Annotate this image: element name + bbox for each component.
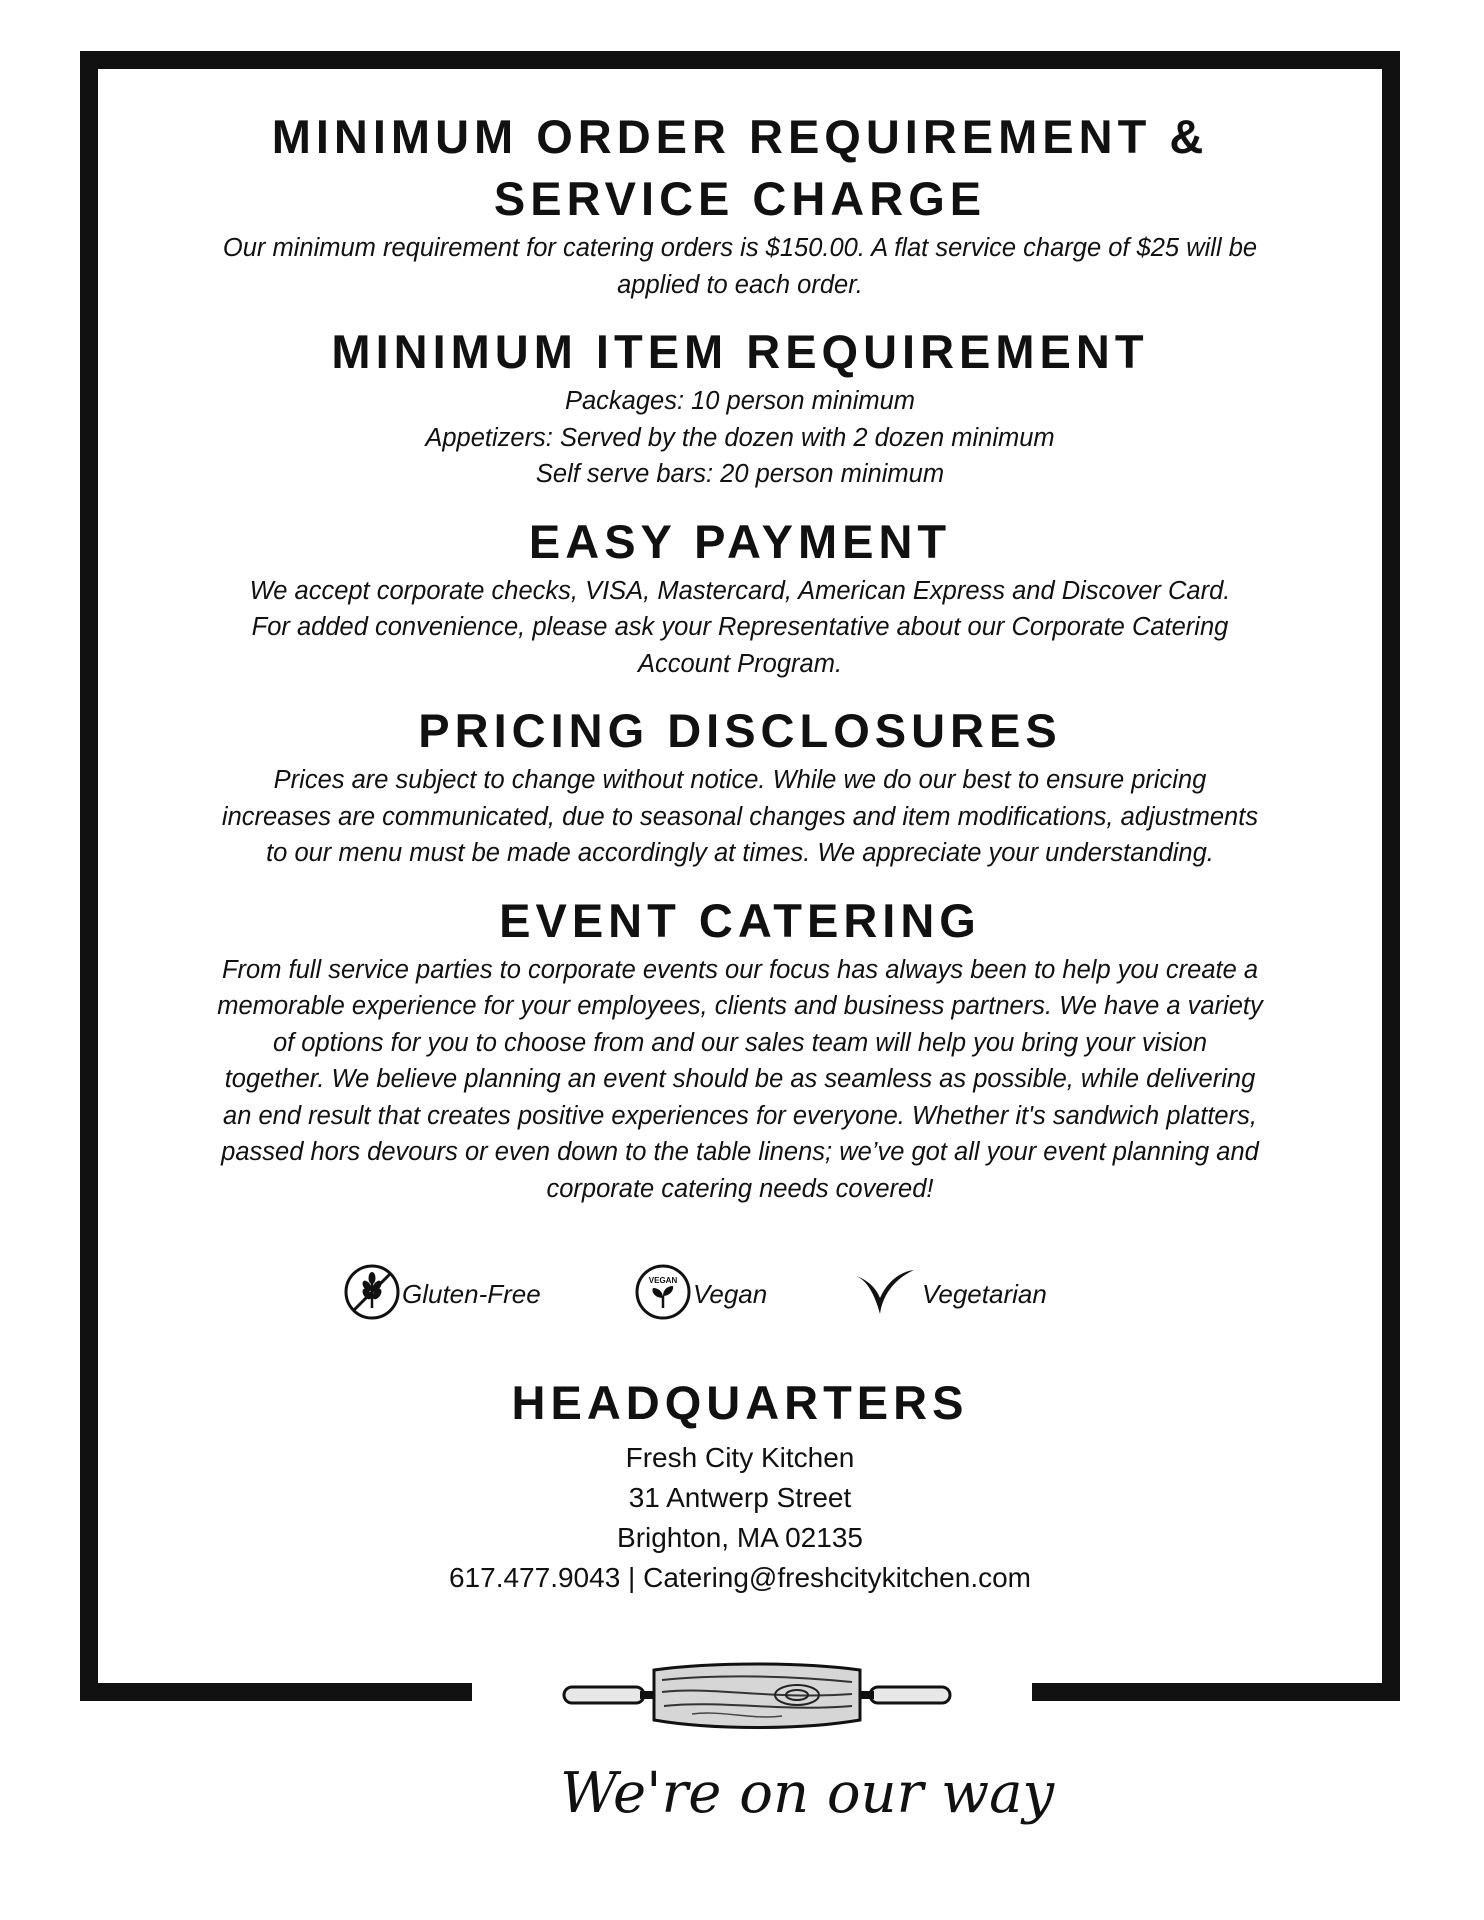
section-line: an end result that creates positive experiences for everyone. Whether it's sandwich platters, [223, 1101, 1257, 1130]
section-heading: PRICING DISCLOSURES [418, 704, 1062, 757]
headquarters-heading: HEADQUARTERS [511, 1376, 969, 1429]
frame-left-border [80, 51, 98, 1701]
section-heading: EVENT CATERING [499, 893, 981, 947]
section-line: For added convenience, please ask your Representative about our Corporate Catering [251, 613, 1229, 641]
frame-right-border [1382, 51, 1400, 1701]
section-event-catering [140, 890, 1340, 1208]
section-line: memorable experience for your employees, clients and business partners. We have a variety [217, 992, 1263, 1020]
legend-label: Vegetarian [922, 1279, 1047, 1309]
frame-top-border [80, 51, 1400, 69]
section-minimum-item [140, 321, 1340, 493]
frame-bottom-left-border [80, 1683, 472, 1701]
street-address: 31 Antwerp Street [628, 1482, 852, 1513]
section-line: We accept corporate checks, VISA, Mastercard, American Express and Discover Card. [249, 576, 1231, 605]
section-heading: SERVICE CHARGE [493, 172, 987, 225]
section-minimum-order [140, 106, 1340, 303]
section-line: of options for you to choose from and our sales team will help you bring your vision [272, 1028, 1208, 1057]
tagline-script [550, 1740, 1055, 1855]
section-line: Appetizers: Served by the dozen with 2 dozen minimum [425, 423, 1055, 452]
section-line: Account Program. [637, 649, 843, 678]
legend-label: Gluten-Free [402, 1279, 541, 1309]
dietary-legend [0, 1252, 1484, 1322]
rolling-pin-icon [562, 1640, 952, 1755]
gluten-free-icon [342, 1262, 402, 1327]
section-line: Packages: 10 person minimum [564, 387, 916, 415]
legend-vegan [633, 1262, 767, 1327]
section-line: to our menu must be made accordingly at times. We appreciate your understanding. [266, 839, 1214, 867]
section-line: together. We believe planning an event should be as seamless as possible, while delivering [224, 1065, 1256, 1093]
section-pricing-disclosures [140, 700, 1340, 872]
vegan-icon [633, 1262, 693, 1327]
legend-gluten-free [342, 1262, 541, 1327]
vegetarian-leaf-icon [852, 1262, 916, 1327]
frame-bottom-right-border [1032, 1683, 1400, 1701]
section-heading: EASY PAYMENT [528, 514, 952, 568]
section-easy-payment [140, 511, 1340, 683]
section-heading: MINIMUM ITEM REQUIREMENT [331, 325, 1149, 378]
vegan-badge-text: VEGAN [648, 1276, 678, 1285]
section-heading: MINIMUM ORDER REQUIREMENT & [271, 110, 1209, 163]
section-line: Prices are subject to change without notice. While we do our best to ensure pricing [273, 766, 1207, 794]
tagline-text: We're on our way [560, 1761, 1055, 1826]
policies-content [140, 106, 1340, 1225]
headquarters-section [140, 1372, 1340, 1598]
section-line: applied to each order. [617, 270, 863, 299]
legend-vegetarian [852, 1262, 1047, 1327]
section-line: increases are communicated, due to seasonal changes and item modifications, adjustments [221, 802, 1259, 831]
section-line: Our minimum requirement for catering orders is $150.00. A flat service charge of $25 will be [222, 234, 1258, 262]
city-address: Brighton, MA 02135 [617, 1522, 863, 1553]
section-line: passed hors devours or even down to the table linens; we’ve got all your event planning and [221, 1138, 1259, 1166]
section-line: From full service parties to corporate events our focus has always been to help you create a [221, 955, 1259, 984]
section-line: corporate catering needs covered! [546, 1174, 934, 1203]
section-line: Self serve bars: 20 person minimum [535, 460, 945, 488]
company-name: Fresh City Kitchen [625, 1442, 855, 1473]
contact-info: 617.477.9043 | Catering@freshcitykitchen.com [448, 1562, 1031, 1593]
legend-label: Vegan [693, 1279, 768, 1309]
